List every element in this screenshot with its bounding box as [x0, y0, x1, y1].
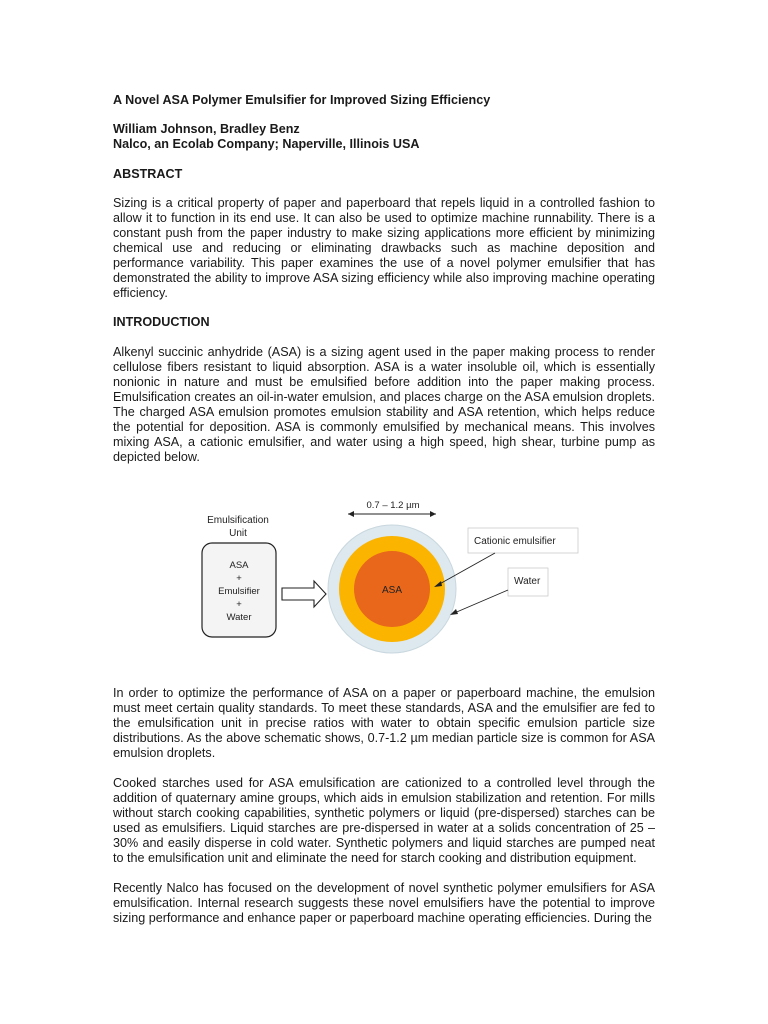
- body-paragraph-3: Cooked starches used for ASA emulsification are cationized to a controlled level through the addition of quaternary amine groups, which aids in emulsion stabilization and retention. For mills without starch cooking capabilities, synthetic polymers or liquid (pre-dispersed) starches can be used as emulsifiers. Liquid starches are pre-dispersed in water at a solids concentration of 25 – 30% and easily disperse in cold water. Synthetic polymers and liquid starches are pumped neat to the emulsification unit and eliminate the need for starch cooking and distribution equipment.: [113, 776, 655, 865]
- introduction-heading: INTRODUCTION: [113, 315, 210, 329]
- author-block: [113, 122, 655, 152]
- water-label: Water: [514, 576, 541, 587]
- dimension-arrow-right-icon: [430, 511, 436, 517]
- abstract-text: Sizing is a critical property of paper and paperboard that repels liquid in a controlled fashion to allow it to function in its end use. It can also be used to optimize machine runnability. There is a constant push from the paper industry to make sizing applications more efficient by minimizing chemical use and reducing or eliminating drawbacks such as machine deposition and performance variability. This paper examines the use of a novel polymer emulsifier that has demonstrated the ability to improve ASA sizing efficiency while also improving machine operating efficiency.: [113, 196, 655, 300]
- cationic-label: Cationic emulsifier: [474, 536, 556, 547]
- unit-label-line2: Unit: [229, 528, 247, 539]
- body-paragraph-4: Recently Nalco has focused on the development of novel synthetic polymer emulsifiers for ASA emulsification. Internal research suggests these novel emulsifiers have the potential to improve sizing performance and enhance paper or paperboard machine operating efficiencies. During the: [113, 881, 655, 925]
- abstract-heading: ABSTRACT: [113, 167, 183, 181]
- authors: William Johnson, Bradley Benz: [113, 122, 300, 136]
- affiliation: Nalco, an Ecolab Company; Naperville, Illinois USA: [113, 137, 420, 151]
- core-label: ASA: [381, 585, 403, 596]
- box-line-plus2: +: [236, 599, 242, 610]
- unit-label-line1: Emulsification: [207, 515, 269, 526]
- introduction-text: Alkenyl succinic anhydride (ASA) is a sizing agent used in the paper making process to render cellulose fibers resistant to liquid absorption. ASA is a water insoluble oil, which is essentially nonionic in nature and must be emulsified before addition into the paper making process. Emulsification creates an oil-in-water emulsion, and places charge on the ASA emulsion droplets. The charged ASA emulsion promotes emulsion stability and ASA retention, which helps reduce the potential for deposition. ASA is commonly emulsified by mechanical means. This involves mixing ASA, a cationic emulsifier, and water using a high speed, high shear, turbine pump as depicted below.: [113, 345, 655, 464]
- size-label: 0.7 – 1.2 µm: [366, 500, 420, 511]
- box-line-emulsifier: Emulsifier: [218, 586, 260, 597]
- paper-title: A Novel ASA Polymer Emulsifier for Improved Sizing Efficiency: [113, 93, 491, 107]
- emulsion-diagram: [190, 492, 590, 662]
- box-line-asa: ASA: [229, 560, 249, 571]
- dimension-arrow-left-icon: [348, 511, 354, 517]
- box-line-water: Water: [226, 612, 252, 623]
- water-pointer-line: [452, 590, 508, 614]
- process-arrow-icon: [282, 581, 326, 607]
- body-paragraph-2: In order to optimize the performance of ASA on a paper or paperboard machine, the emulsion must meet certain quality standards. To meet these standards, ASA and the emulsifier are fed to the emulsification unit in precise ratios with water to obtain specific emulsion particle size distributions. As the above schematic shows, 0.7-1.2 µm median particle size is common for ASA emulsion droplets.: [113, 686, 655, 760]
- box-line-plus1: +: [236, 573, 242, 584]
